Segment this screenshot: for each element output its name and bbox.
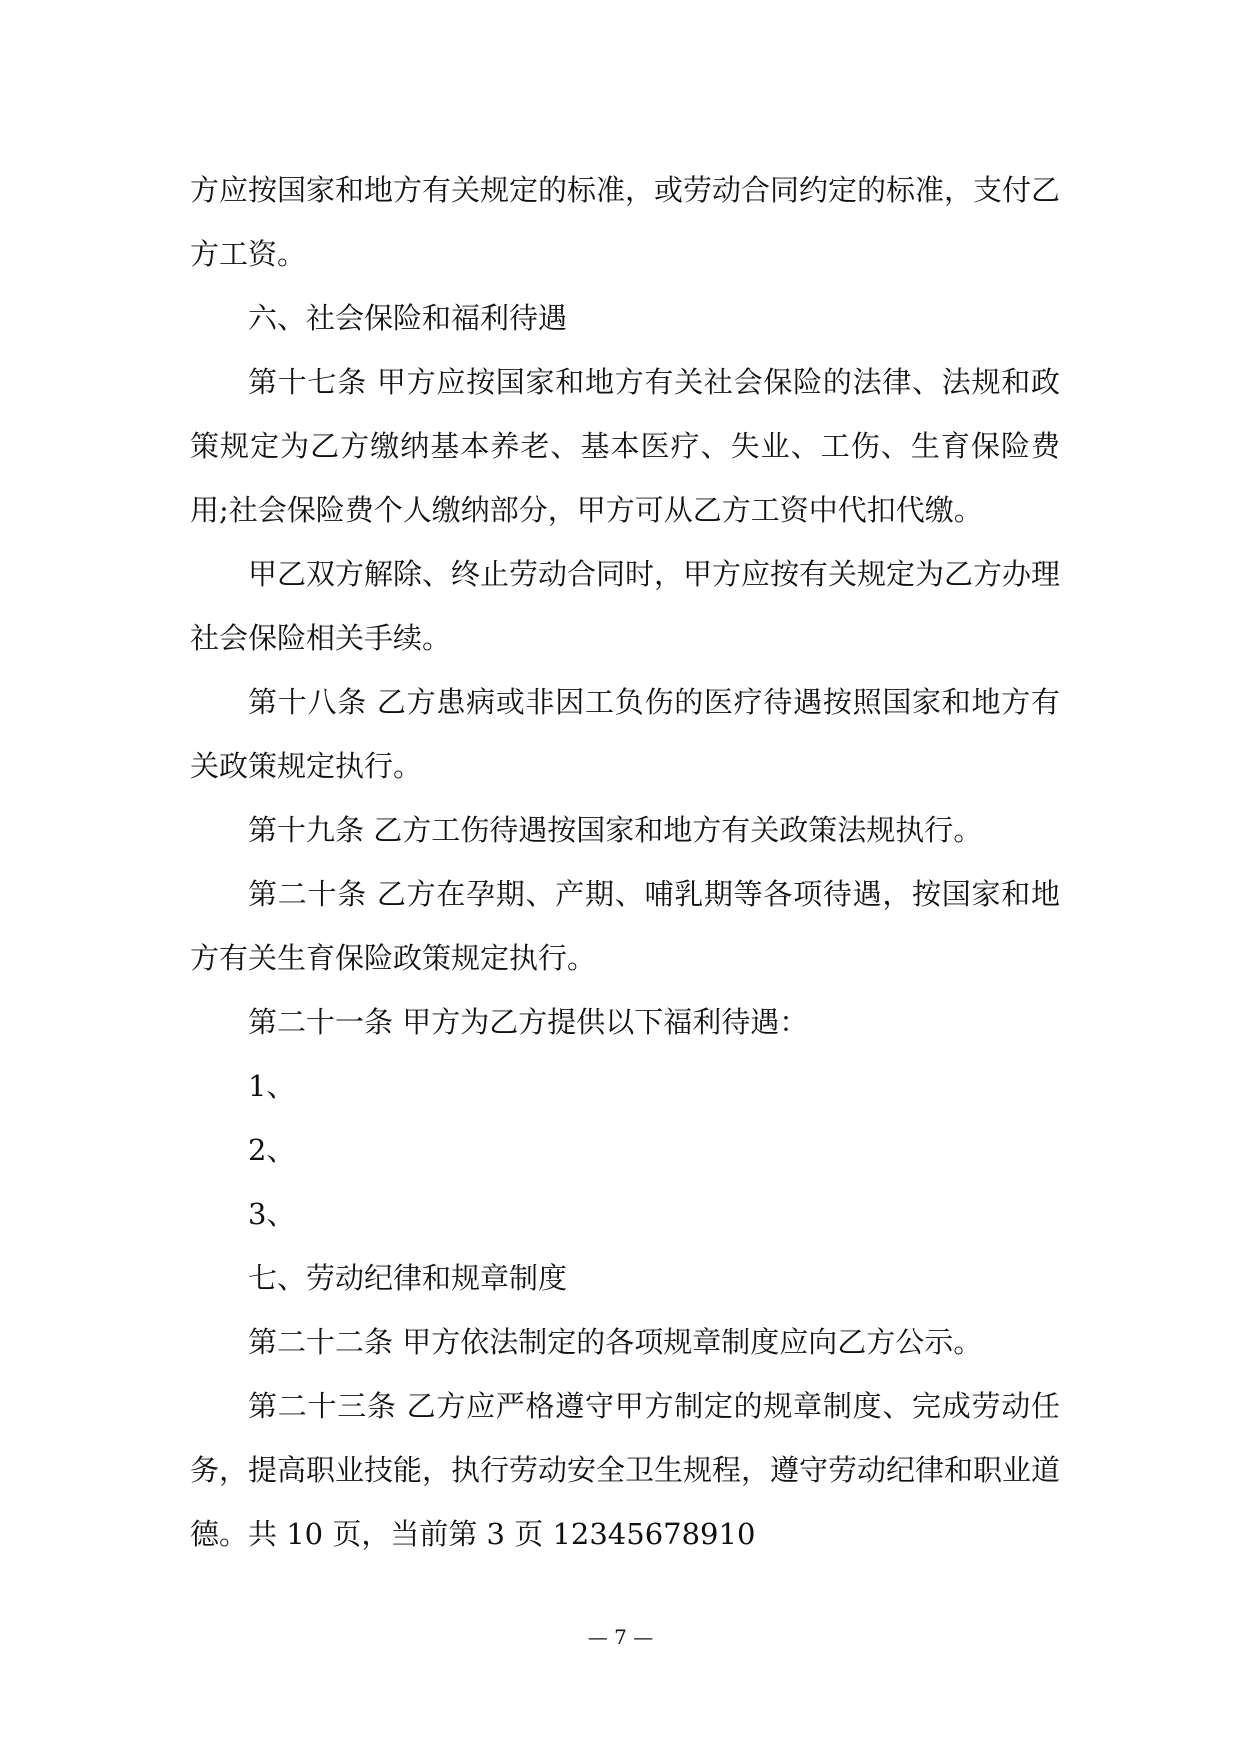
section-heading-labor-discipline: 七、劳动纪律和规章制度 xyxy=(248,1261,568,1295)
benefit-item-1: 1、 xyxy=(248,1069,296,1103)
article-20: 第二十条 乙方在孕期、产期、哺乳期等各项待遇，按国家和地方有关生育保险政策规定执行。 xyxy=(190,877,1060,975)
paragraph-wage-continuation: 方应按国家和地方有关规定的标准，或劳动合同约定的标准，支付乙方工资。 xyxy=(190,173,1061,271)
benefit-item-2: 2、 xyxy=(248,1133,296,1167)
article-17: 第十七条 甲方应按国家和地方有关社会保险的法律、法规和政策规定为乙方缴纳基本养老、基本医疗、失业、工伤、生育保险费用;社会保险费个人缴纳部分，甲方可从乙方工资中代扣代缴。 xyxy=(190,365,1060,527)
benefit-item-3: 3、 xyxy=(248,1197,296,1231)
paragraph-termination-procedures: 甲乙双方解除、终止劳动合同时，甲方应按有关规定为乙方办理社会保险相关手续。 xyxy=(190,557,1061,655)
body-text xyxy=(190,158,1060,1566)
article-19: 第十九条 乙方工伤待遇按国家和地方有关政策法规执行。 xyxy=(248,813,983,847)
article-22: 第二十二条 甲方依法制定的各项规章制度应向乙方公示。 xyxy=(248,1325,983,1359)
article-23: 第二十三条 乙方应严格遵守甲方制定的规章制度、完成劳动任务，提高职业技能，执行劳动安全卫生规程，遵守劳动纪律和职业道德。共 10 页，当前第 3 页 12345678910 xyxy=(190,1389,1061,1551)
page-number: — 7 — xyxy=(587,1625,654,1649)
section-heading-social-insurance: 六、社会保险和福利待遇 xyxy=(248,301,568,335)
article-21: 第二十一条 甲方为乙方提供以下福利待遇： xyxy=(248,1005,809,1039)
article-18: 第十八条 乙方患病或非因工负伤的医疗待遇按照国家和地方有关政策规定执行。 xyxy=(190,685,1060,783)
